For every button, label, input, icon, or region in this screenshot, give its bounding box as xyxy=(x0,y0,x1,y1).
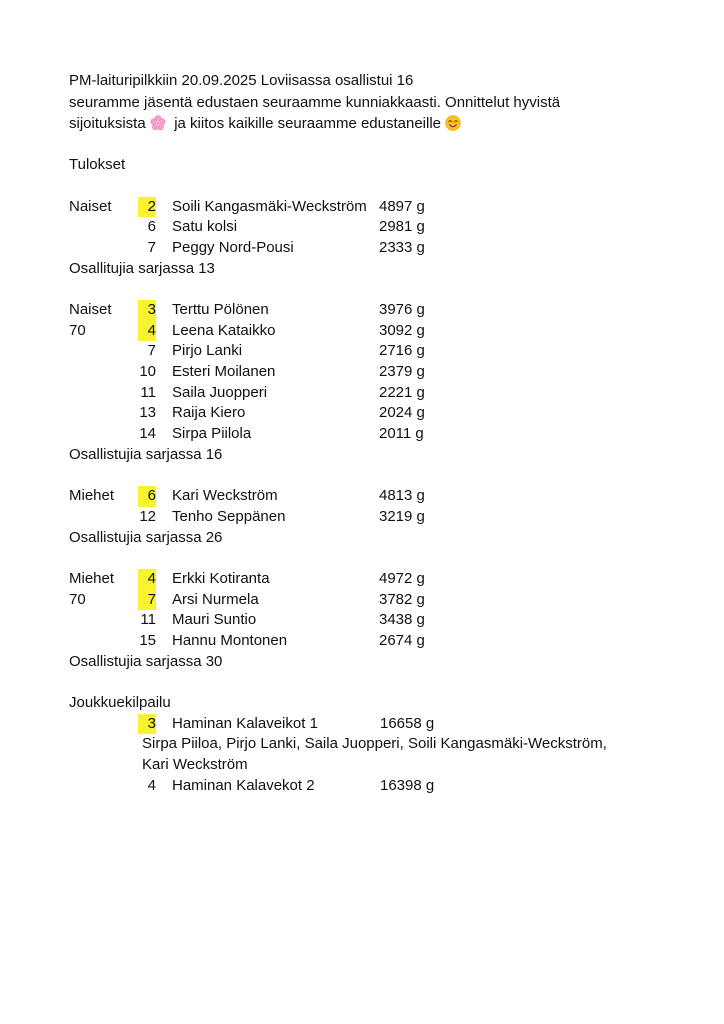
place: 14 xyxy=(139,425,156,443)
series-label: Naiset xyxy=(69,197,112,215)
catch-weight: 16658 g xyxy=(380,714,435,732)
competitor-name: Saila Juopperi xyxy=(172,383,268,401)
catch-weight: 2674 g xyxy=(379,632,425,649)
catch-weight: 3782 g xyxy=(379,590,425,608)
series-label-age: 70 xyxy=(69,590,86,608)
smiling-face-emoji-icon xyxy=(445,115,461,131)
catch-weight: 2716 g xyxy=(379,342,425,360)
table-row xyxy=(69,486,689,507)
catch-weight: 4813 g xyxy=(379,487,425,505)
team-competition xyxy=(69,693,689,796)
competitor-name: Tenho Seppänen xyxy=(172,507,286,525)
series-naiset-70 xyxy=(69,300,689,466)
catch-weight: 3438 g xyxy=(379,611,425,629)
catch-weight: 2011 g xyxy=(379,425,424,443)
intro-paragraph xyxy=(69,70,689,135)
place: 7 xyxy=(147,238,156,256)
table-row xyxy=(69,362,689,383)
table-row xyxy=(69,300,689,321)
competitor-name: Pirjo Lanki xyxy=(172,342,243,360)
catch-weight: 4897 g xyxy=(379,197,425,215)
catch-weight: 3976 g xyxy=(379,301,425,318)
intro-line-2: seuramme jäsentä edustaen seuraamme kunniakkaasti. Onnittelut hyvistä xyxy=(69,93,561,111)
catch-weight: 2024 g xyxy=(379,404,425,422)
table-row xyxy=(69,321,689,342)
table-row xyxy=(69,590,689,611)
competitor-name: Erkki Kotiranta xyxy=(172,569,270,587)
place: 4 xyxy=(147,776,156,794)
table-row xyxy=(69,424,689,445)
competitor-name: Hannu Montonen xyxy=(172,632,288,649)
cherry-blossom-emoji-icon xyxy=(150,115,166,131)
series-miehet xyxy=(69,486,689,548)
team-heading: Joukkuekilpailu xyxy=(69,694,171,712)
table-row xyxy=(69,631,689,652)
place: 15 xyxy=(139,632,156,649)
series-label: Naiset xyxy=(69,301,112,318)
participants-count: Osallistujia sarjassa 26 xyxy=(69,528,223,546)
catch-weight: 2379 g xyxy=(379,363,425,381)
series-label-age: 70 xyxy=(69,321,86,339)
place-highlighted: 6 xyxy=(138,486,156,507)
place-highlighted: 4 xyxy=(138,321,156,342)
participants-count: Osallistujia sarjassa 30 xyxy=(69,652,223,670)
intro-line-3: sijoituksista ja kiitos kaikille seuraamme edustaneille xyxy=(69,113,689,135)
team-name: Haminan Kalavekot 2 xyxy=(172,776,315,794)
table-row xyxy=(69,217,689,238)
place: 11 xyxy=(140,383,156,401)
table-row xyxy=(69,197,689,218)
catch-weight: 2221 g xyxy=(379,383,425,401)
place-highlighted: 2 xyxy=(138,197,156,218)
intro-line-1: PM-laituripilkkiin 20.09.2025 Loviisassa osallistui 16 xyxy=(69,72,414,89)
catch-weight: 3092 g xyxy=(379,321,425,339)
table-row xyxy=(69,341,689,362)
competitor-name: Arsi Nurmela xyxy=(172,590,259,608)
competitor-name: Leena Kataikko xyxy=(172,321,276,339)
table-row xyxy=(69,569,689,590)
competitor-name: Peggy Nord-Pousi xyxy=(172,238,294,256)
competitor-name: Esteri Moilanen xyxy=(172,363,276,381)
table-row xyxy=(69,383,689,404)
competitor-name: Kari Weckström xyxy=(172,487,278,505)
series-naiset xyxy=(69,197,689,280)
place-highlighted: 4 xyxy=(138,569,156,590)
place: 10 xyxy=(139,363,156,381)
catch-weight: 16398 g xyxy=(380,776,435,794)
team-members-line-1: Sirpa Piiloa, Pirjo Lanki, Saila Juopperi, Soili Kangasmäki-Weckström, xyxy=(142,735,607,753)
series-label: Miehet xyxy=(69,487,115,505)
table-row xyxy=(69,776,689,797)
table-row xyxy=(69,714,689,735)
participants-count: Osallitujia sarjassa 13 xyxy=(69,259,215,277)
competitor-name: Soili Kangasmäki-Weckström xyxy=(172,197,367,215)
competitor-name: Satu kolsi xyxy=(172,218,238,236)
place-highlighted: 3 xyxy=(138,300,156,321)
competitor-name: Mauri Suntio xyxy=(172,611,257,629)
participants-count: Osallistujia sarjassa 16 xyxy=(69,445,223,463)
series-miehet-70 xyxy=(69,569,689,672)
document-page xyxy=(69,70,689,797)
place: 13 xyxy=(139,404,156,422)
catch-weight: 4972 g xyxy=(379,569,425,587)
table-row xyxy=(69,610,689,631)
table-row xyxy=(69,403,689,424)
table-row xyxy=(69,507,689,528)
place: 6 xyxy=(147,218,156,236)
place-highlighted: 7 xyxy=(138,590,156,611)
catch-weight: 2981 g xyxy=(379,218,425,236)
table-row xyxy=(69,238,689,259)
team-members-line-2: Kari Weckström xyxy=(142,756,248,774)
results-heading: Tulokset xyxy=(69,156,126,174)
catch-weight: 2333 g xyxy=(379,238,425,256)
team-name: Haminan Kalaveikot 1 xyxy=(172,714,318,732)
place: 7 xyxy=(147,342,156,360)
catch-weight: 3219 g xyxy=(379,507,425,525)
place-highlighted: 3 xyxy=(138,714,156,735)
competitor-name: Terttu Pölönen xyxy=(172,301,269,318)
competitor-name: Raija Kiero xyxy=(172,404,246,422)
place: 11 xyxy=(140,611,156,629)
competitor-name: Sirpa Piilola xyxy=(172,425,252,443)
series-label: Miehet xyxy=(69,569,115,587)
place: 12 xyxy=(139,507,156,525)
